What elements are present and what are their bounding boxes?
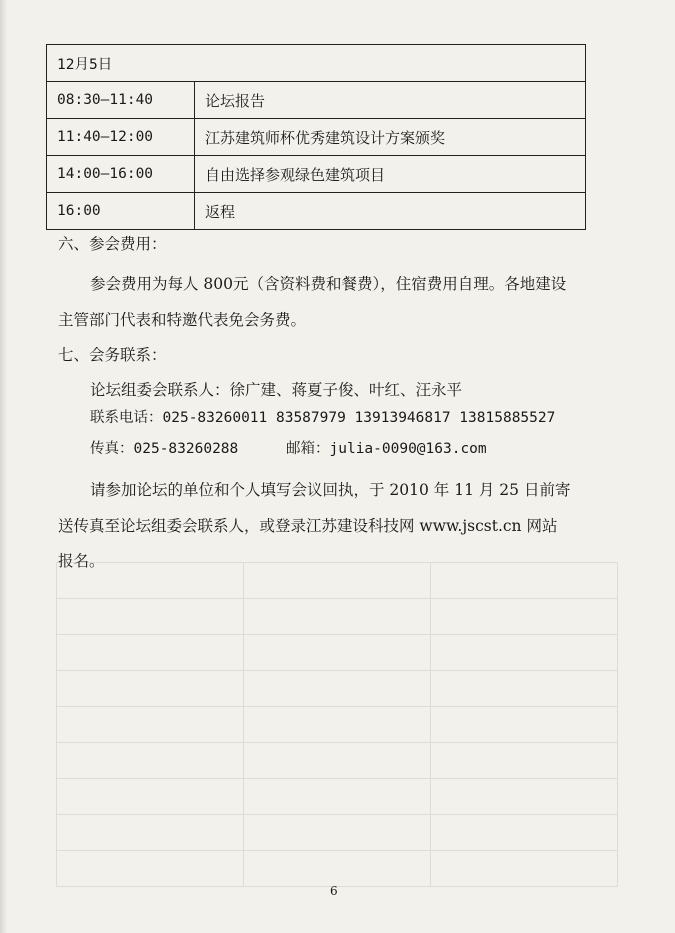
schedule-event: 江苏建筑师杯优秀建筑设计方案颁奖: [195, 119, 586, 156]
schedule-time: 16:00: [47, 193, 195, 230]
table-row: [47, 82, 586, 119]
contact-persons: 论坛组委会联系人：徐广建、蒋夏子俊、叶红、汪永平: [90, 381, 463, 399]
page-edge-left: [0, 0, 7, 933]
table-row: [47, 119, 586, 156]
schedule-time: 08:30—11:40: [47, 82, 195, 119]
bleed-through-table: [56, 562, 618, 864]
section-7-heading: 七、会务联系：: [58, 346, 167, 364]
schedule-event: 论坛报告: [195, 82, 586, 119]
contact-fax: 传真：025-83260288: [90, 441, 239, 457]
closing-line-1: 请参加论坛的单位和个人填写会议回执，于 2010 年 11 月 25 日前寄: [90, 481, 571, 499]
schedule-event: 返程: [195, 193, 586, 230]
contact-email: 邮箱：julia-0090@163.com: [286, 441, 487, 457]
table-row: [47, 193, 586, 230]
page-number: 6: [330, 884, 338, 898]
schedule-date: 12月5日: [47, 45, 586, 82]
contact-phone: 联系电话：025-83260011 83587979 13913946817 13815885527: [90, 410, 556, 426]
schedule-time: 14:00—16:00: [47, 156, 195, 193]
table-row: [47, 156, 586, 193]
section-6-heading: 六、参会费用：: [58, 235, 167, 253]
schedule-event: 自由选择参观绿色建筑项目: [195, 156, 586, 193]
closing-line-2: 送传真至论坛组委会联系人，或登录江苏建设科技网 www.jscst.cn 网站: [58, 517, 558, 535]
closing-line-3: 报名。: [58, 552, 105, 570]
schedule-time: 11:40—12:00: [47, 119, 195, 156]
section-6-line-2: 主管部门代表和特邀代表免会务费。: [58, 311, 307, 329]
table-row: [47, 45, 586, 82]
schedule-table: [46, 44, 586, 230]
section-6-line-1: 参会费用为每人 800元（含资料费和餐费），住宿费用自理。各地建设: [90, 275, 567, 293]
